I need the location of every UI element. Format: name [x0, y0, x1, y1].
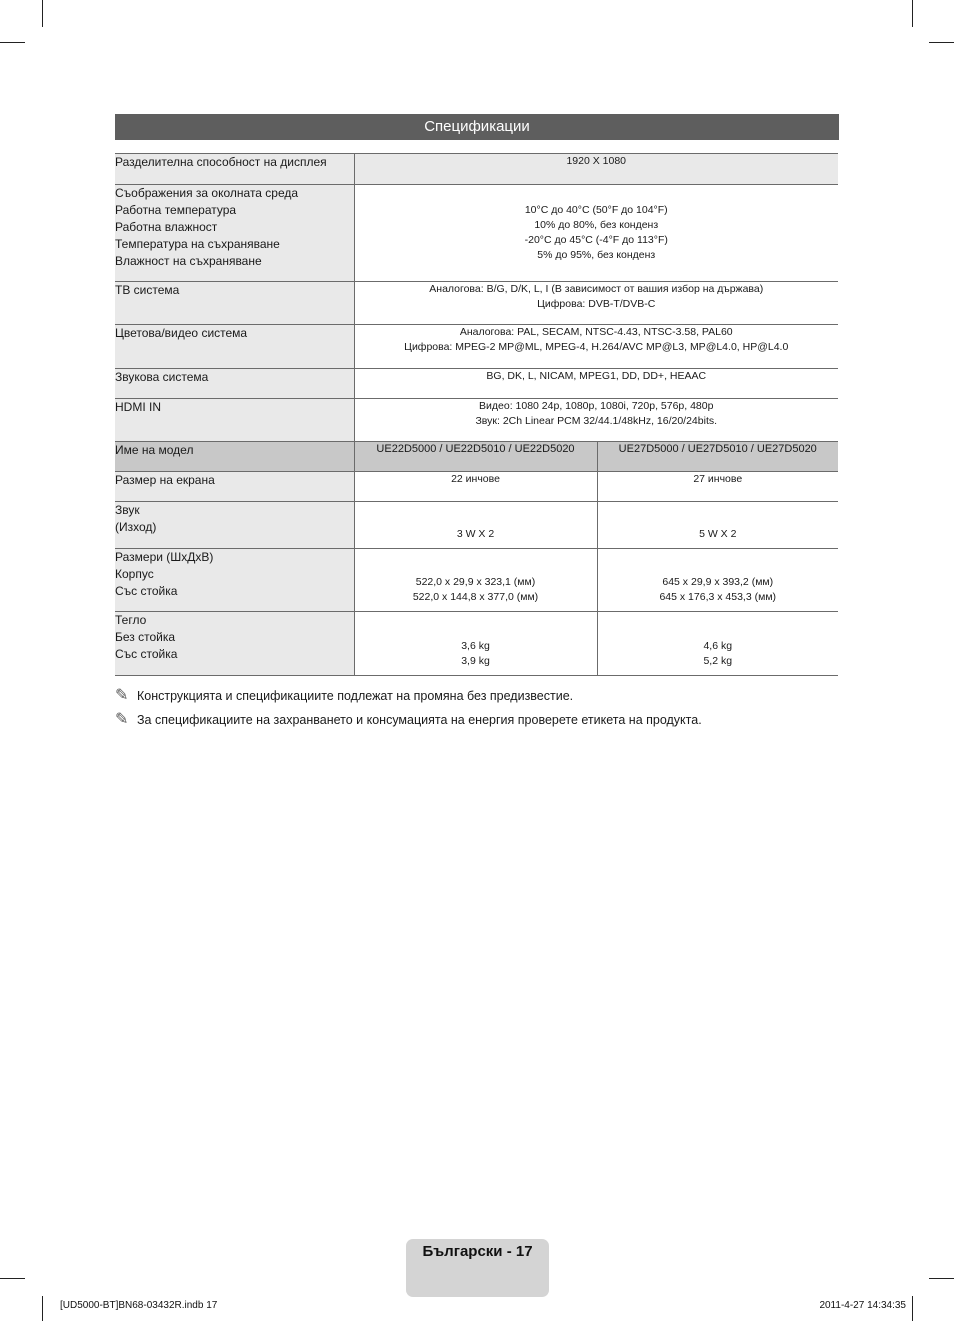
label-text: Тегло [115, 613, 147, 627]
value-text: UE27D5000 / UE27D5010 / UE27D5020 [618, 443, 817, 455]
notes [115, 686, 845, 734]
value-text: 522,0 x 29,9 x 323,1 (мм) [415, 576, 536, 588]
label-text: Със стойка [115, 584, 178, 598]
row-value [354, 185, 838, 282]
row-value [354, 472, 597, 502]
value-text: 22 инчове [451, 473, 500, 485]
table-row [115, 612, 838, 676]
value-text: 645 x 176,3 x 453,3 (мм) [659, 591, 777, 603]
label-text: Звук [115, 503, 140, 517]
value-text: 10°C до 40°C (50°F до 104°F) [524, 204, 668, 216]
value-text: BG, DK, L, NICAM, MPEG1, DD, DD+, HEAAC [486, 370, 707, 382]
value-text: Звук: 2Ch Linear PCM 32/44.1/48kHz, 16/20/24bits. [475, 415, 718, 427]
row-value [354, 502, 597, 549]
table-row [115, 502, 838, 549]
row-label [115, 282, 354, 325]
value-text: 4,6 kg [703, 640, 733, 652]
row-value [597, 472, 838, 502]
section-title: Спецификации [115, 114, 839, 140]
crop-mark [42, 0, 43, 27]
row-value [354, 325, 838, 369]
label-text: Разделителна способност на дисплея [115, 155, 327, 169]
footer-timestamp: 2011-4-27 14:34:35 [819, 1300, 906, 1311]
row-value [354, 282, 838, 325]
label-text: Работна температура [115, 203, 237, 217]
value-text: Цифрова: MPEG-2 MP@ML, MPEG-4, H.264/AVC MP@L3, MP@L4.0, HP@L4.0 [404, 341, 789, 353]
table-row [115, 154, 838, 185]
value-text: 3 W X 2 [456, 528, 495, 540]
row-value [597, 502, 838, 549]
label-text: Звукова система [115, 370, 209, 384]
value-text: 5% до 95%, без конденз [537, 249, 656, 261]
row-label [115, 399, 354, 442]
crop-mark [929, 42, 954, 43]
page-number: Български - 17 [422, 1243, 533, 1260]
crop-mark [0, 1278, 25, 1279]
label-text: ТВ система [115, 283, 180, 297]
note-text: Конструкцията и спецификациите подлежат на промяна без предизвестие. [137, 689, 574, 703]
value-text: 3,9 kg [461, 655, 490, 667]
table-row [115, 549, 838, 612]
note-item [115, 686, 845, 710]
note-item [115, 710, 845, 734]
row-value [354, 399, 838, 442]
row-label [115, 502, 354, 549]
label-text: Размери (ШхДхВ) [115, 550, 214, 564]
row-label [115, 442, 354, 472]
label-text: Влажност на съхраняване [115, 254, 262, 268]
crop-mark [0, 42, 25, 43]
row-value [597, 549, 838, 612]
label-text: Име на модел [115, 443, 194, 457]
table-row [115, 325, 838, 369]
value-text: 522,0 x 144,8 x 377,0 (мм) [412, 591, 539, 603]
table-row [115, 399, 838, 442]
value-text: 10% до 80%, без конденз [534, 219, 659, 231]
value-text: 645 x 29,9 x 393,2 (мм) [662, 576, 774, 588]
row-value [354, 369, 838, 399]
pencil-icon: ✎ [115, 711, 129, 728]
note-text: За спецификациите на захранването и консумацията на енергия проверете етикета на продукта. [137, 713, 702, 727]
value-text: 5 W X 2 [699, 528, 737, 540]
row-label [115, 472, 354, 502]
table-row [115, 472, 838, 502]
pencil-icon: ✎ [115, 687, 129, 704]
table-row-model [115, 442, 838, 472]
value-text: UE22D5000 / UE22D5010 / UE22D5020 [376, 443, 575, 455]
label-text: Със стойка [115, 647, 178, 661]
label-text: Размер на екрана [115, 473, 215, 487]
row-value [354, 154, 838, 185]
row-value [354, 549, 597, 612]
crop-mark [42, 1296, 43, 1321]
table-row [115, 369, 838, 399]
value-text: -20°C до 45°C (-4°F до 113°F) [524, 234, 668, 246]
value-text: Цифрова: DVB-T/DVB-C [537, 298, 656, 310]
label-text: Съображения за околната среда [115, 186, 299, 200]
label-text: HDMI IN [115, 400, 161, 414]
row-label [115, 549, 354, 612]
model-col-22 [354, 442, 597, 472]
row-value [597, 612, 838, 676]
table-row [115, 282, 838, 325]
crop-mark [912, 0, 913, 27]
row-label [115, 325, 354, 369]
label-text: Корпус [115, 567, 154, 581]
label-text: Без стойка [115, 630, 176, 644]
table-row [115, 185, 838, 282]
label-text: (Изход) [115, 520, 157, 534]
value-text: Аналогова: B/G, D/K, L, I (В зависимост от вашия избор на държава) [429, 283, 764, 295]
spec-table [115, 153, 838, 676]
value-text: Видео: 1080 24p, 1080p, 1080i, 720p, 576p, 480p [479, 400, 714, 412]
value-text: 3,6 kg [461, 640, 490, 652]
row-label [115, 369, 354, 399]
row-label [115, 185, 354, 282]
value-text: Аналогова: PAL, SECAM, NTSC-4.43, NTSC-3.58, PAL60 [459, 326, 733, 338]
row-label [115, 154, 354, 185]
footer-file: [UD5000-BT]BN68-03432R.indb 17 [60, 1300, 218, 1311]
label-text: Работна влажност [115, 220, 218, 234]
value-text: 5,2 kg [703, 655, 733, 667]
crop-mark [929, 1278, 954, 1279]
model-col-27 [597, 442, 838, 472]
row-value [354, 612, 597, 676]
label-text: Цветова/видео система [115, 326, 248, 340]
value-text: 27 инчове [693, 473, 743, 485]
row-label [115, 612, 354, 676]
value-text: 1920 X 1080 [566, 155, 627, 167]
label-text: Температура на съхраняване [115, 237, 280, 251]
crop-mark [912, 1296, 913, 1321]
